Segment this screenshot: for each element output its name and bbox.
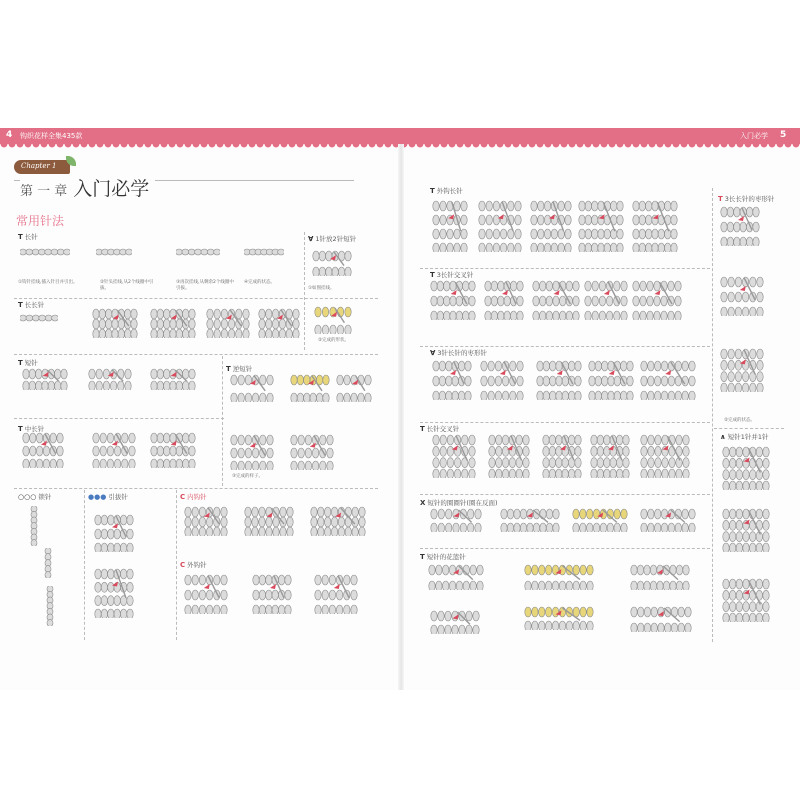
- stitch-illustration: [720, 348, 764, 392]
- stitch-illustration: [588, 360, 634, 400]
- stitch-label: T 长针: [18, 232, 38, 241]
- stitch-label: T 逆短针: [226, 364, 253, 373]
- stitch-illustration: [532, 280, 580, 320]
- divider: [714, 428, 784, 429]
- stitch-illustration: [572, 508, 628, 532]
- stitch-label: T 外钩长针: [430, 186, 463, 195]
- stitch-illustration: [150, 308, 196, 338]
- stitch-illustration: [312, 250, 352, 276]
- divider: [420, 422, 710, 423]
- stitch-illustration: [42, 548, 54, 578]
- stitch-label: ○○○ 锁针: [18, 492, 52, 501]
- stitch-illustration: [542, 434, 582, 478]
- divider: [14, 418, 224, 419]
- stitch-illustration: [722, 508, 770, 552]
- stitch-illustration: [430, 610, 480, 634]
- stitch-illustration: [488, 434, 530, 478]
- right-running-title: 入门必学: [740, 132, 768, 140]
- stitch-label: C 内钩针: [180, 492, 207, 501]
- divider: [420, 268, 710, 269]
- stitch-illustration: [478, 200, 522, 252]
- stitch-label: ∀ 3针长针的枣形针: [430, 348, 488, 357]
- header-band: [0, 128, 800, 144]
- stitch-illustration: [722, 446, 770, 490]
- caption: ②完成的形状。: [318, 338, 350, 343]
- stitch-illustration: [590, 434, 630, 478]
- stitch-illustration: [22, 432, 64, 468]
- stitch-illustration: [184, 574, 228, 614]
- stitch-label: T 3长长针的枣形针: [718, 194, 775, 203]
- stitch-illustration: [584, 280, 628, 320]
- stitch-illustration: [430, 280, 476, 320]
- stitch-illustration: [150, 368, 196, 390]
- stitch-illustration: [290, 374, 330, 402]
- stitch-illustration: [230, 434, 274, 470]
- stitch-illustration: [722, 578, 770, 622]
- divider: [420, 346, 710, 347]
- caption: ③完成的样子。: [232, 474, 264, 479]
- stitch-label: C 外钩针: [180, 560, 207, 569]
- stitch-illustration: [310, 506, 366, 536]
- divider: [176, 490, 177, 640]
- stitch-illustration: [230, 374, 274, 402]
- stitch-illustration: [536, 360, 582, 400]
- stitch-label: ●●● 引拔针: [88, 492, 128, 501]
- stitch-illustration: [524, 606, 594, 630]
- stitch-illustration: [640, 360, 696, 400]
- stitch-illustration: [252, 574, 292, 614]
- stitch-illustration: [244, 246, 284, 258]
- stitch-illustration: [314, 306, 352, 334]
- stitch-illustration: [432, 434, 476, 478]
- divider: [14, 354, 378, 355]
- stitch-label: T 短针: [18, 358, 38, 367]
- stitch-illustration: [290, 434, 334, 470]
- stitch-illustration: [94, 568, 134, 618]
- stitch-illustration: [630, 564, 690, 590]
- divider: [14, 298, 378, 299]
- divider: [420, 548, 710, 549]
- stitch-illustration: [484, 280, 524, 320]
- divider: [222, 356, 223, 486]
- stitch-illustration: [630, 606, 692, 632]
- stitch-illustration: [720, 276, 764, 316]
- stitch-illustration: [184, 506, 228, 536]
- stitch-illustration: [432, 360, 472, 400]
- stitch-label: ∀ 1针放2针短针: [308, 234, 357, 243]
- stitch-illustration: [432, 200, 468, 252]
- stitch-illustration: [500, 508, 560, 532]
- stitch-label: X 短针的圈圈针(圈在反面): [420, 498, 498, 507]
- stitch-illustration: [244, 506, 294, 536]
- chapter-number: 第 一 章: [20, 184, 68, 199]
- left-page-number: 4: [6, 130, 13, 140]
- stitch-illustration: [314, 574, 358, 614]
- stitch-illustration: [150, 432, 196, 468]
- stitch-illustration: [206, 308, 250, 338]
- stitch-illustration: [22, 368, 68, 390]
- stitch-illustration: [20, 312, 58, 324]
- caption: ③再次挂线,从剩余2个线圈中引拔。: [176, 280, 234, 291]
- section-heading: 常用针法: [16, 214, 65, 228]
- stitch-label: ∧ 短针1针并1针: [720, 432, 769, 441]
- stitch-illustration: [720, 206, 760, 246]
- right-page-number: 5: [780, 130, 787, 140]
- stitch-illustration: [258, 308, 300, 338]
- left-running-title: 钩织花样全集435款: [20, 132, 83, 140]
- caption: ④完成的状态。: [244, 280, 276, 285]
- caption: ①钩针挂线,插入针目并引出。: [18, 280, 78, 285]
- caption: ②完成的状态。: [724, 418, 756, 423]
- stitch-illustration: [20, 246, 70, 258]
- chapter-title: [20, 174, 155, 201]
- stitch-illustration: [92, 432, 136, 468]
- stitch-illustration: [428, 564, 484, 590]
- caption: ②针头挂线,从2个线圈中引拔。: [100, 280, 154, 291]
- stitch-illustration: [632, 280, 682, 320]
- chapter-title-text: 入门必学: [73, 178, 150, 200]
- divider: [84, 490, 85, 640]
- chapter-badge: Chapter 1: [14, 160, 70, 174]
- divider: [712, 188, 713, 642]
- divider: [304, 232, 305, 350]
- book-gutter: [398, 144, 404, 690]
- stitch-illustration: [640, 434, 690, 478]
- stitch-label: T 长长针: [18, 300, 45, 309]
- stitch-illustration: [578, 200, 624, 252]
- caption: ①如图挂线。: [308, 286, 335, 291]
- stitch-illustration: [640, 508, 696, 532]
- stitch-label: T 长针交叉针: [420, 424, 460, 433]
- stitch-illustration: [92, 308, 138, 338]
- stitch-illustration: [96, 246, 132, 258]
- stitch-label: T 短针的花篮针: [420, 552, 466, 561]
- stitch-illustration: [632, 200, 678, 252]
- stitch-label: T 3长针交叉针: [430, 270, 474, 279]
- book-spread: [0, 128, 800, 690]
- divider: [14, 488, 378, 489]
- stitch-label: T 中长针: [18, 424, 45, 433]
- stitch-illustration: [480, 360, 524, 400]
- stitch-illustration: [44, 586, 56, 626]
- divider: [420, 494, 710, 495]
- stitch-illustration: [430, 508, 482, 532]
- stitch-illustration: [88, 368, 132, 390]
- stitch-illustration: [28, 506, 40, 546]
- stitch-illustration: [530, 200, 572, 252]
- stitch-illustration: [524, 564, 594, 590]
- stitch-illustration: [176, 246, 220, 258]
- stitch-illustration: [94, 514, 134, 552]
- stitch-illustration: [336, 374, 372, 402]
